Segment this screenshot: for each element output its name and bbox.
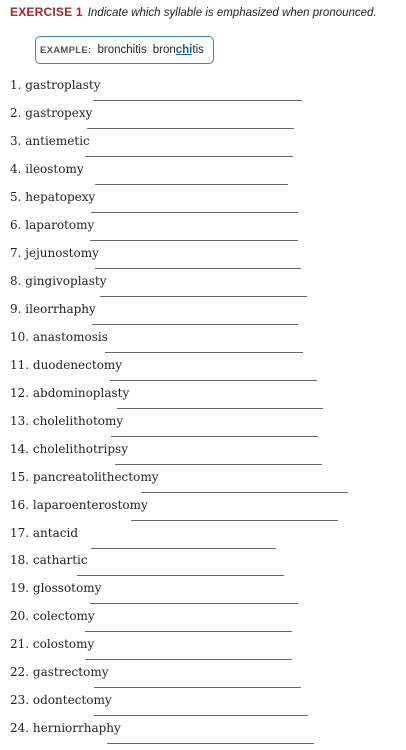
exercise-item: 7. jejunostomy — [10, 245, 99, 260]
exercise-item: 21. colostomy — [10, 637, 95, 652]
example-box — [35, 36, 214, 64]
example-answer — [153, 44, 204, 56]
answer-blank-line[interactable] — [87, 128, 294, 129]
example-label: EXAMPLE: — [40, 44, 92, 56]
exercise-item: 6. laparotomy — [10, 217, 95, 232]
exercise-item: 19. glossotomy — [10, 581, 102, 596]
answer-blank-line[interactable] — [85, 631, 292, 632]
answer-blank-line[interactable] — [141, 492, 348, 493]
exercise-item: 18. cathartic — [10, 553, 88, 568]
answer-blank-line[interactable] — [91, 548, 276, 549]
exercise-item: 1. gastroplasty — [10, 78, 101, 92]
answer-blank-line[interactable] — [94, 687, 301, 688]
example-stressed-syllable: chi — [175, 44, 193, 56]
exercise-item: 24. herniorrhaphy — [10, 721, 121, 736]
exercise-item: 3. antiemetic — [10, 133, 90, 148]
answer-blank-line[interactable] — [93, 100, 302, 101]
example-word: bronchitis — [97, 44, 147, 56]
exercise-item: 14. cholelithotripsy — [10, 441, 128, 456]
exercise-item: 15. pancreatolithectomy — [10, 469, 159, 484]
exercise-item: 22. gastrectomy — [10, 665, 109, 680]
answer-blank-line[interactable] — [91, 212, 298, 213]
answer-blank-line[interactable] — [117, 408, 323, 409]
exercise-item: 4. ileostomy — [10, 161, 84, 176]
answer-blank-line[interactable] — [107, 743, 314, 744]
answer-blank-line[interactable] — [100, 296, 307, 297]
example-answer-post: tis — [192, 44, 204, 56]
answer-blank-line[interactable] — [92, 324, 298, 325]
answer-blank-line[interactable] — [77, 575, 284, 576]
exercise-item: 8. gingivoplasty — [10, 273, 107, 288]
answer-blank-line[interactable] — [95, 268, 301, 269]
exercise-item: 10. anastomosis — [10, 329, 108, 344]
answer-blank-line[interactable] — [94, 715, 308, 716]
exercise-item: 2. gastropexy — [10, 105, 93, 120]
answer-blank-line[interactable] — [95, 184, 288, 185]
exercise-item: 17. antacid — [10, 525, 78, 540]
exercise-instruction: Indicate which syllable is emphasized when pronounced. — [87, 7, 377, 19]
exercise-title: EXERCISE 1 — [10, 5, 83, 19]
answer-blank-line[interactable] — [90, 240, 298, 241]
exercise-item: 11. duodenectomy — [10, 357, 123, 372]
answer-blank-line[interactable] — [110, 380, 317, 381]
answer-blank-line[interactable] — [131, 520, 338, 521]
exercise-item: 9. ileorrhaphy — [10, 301, 96, 316]
exercise-item: 23. odontectomy — [10, 693, 112, 708]
answer-blank-line[interactable] — [85, 659, 292, 660]
exercise-header — [10, 1, 377, 20]
exercise-item: 5. hepatopexy — [10, 189, 96, 204]
answer-blank-line[interactable] — [85, 156, 293, 157]
answer-blank-line[interactable] — [111, 436, 318, 437]
example-answer-pre: bron — [152, 44, 176, 56]
answer-blank-line[interactable] — [105, 352, 303, 353]
answer-blank-line[interactable] — [90, 603, 298, 604]
exercise-item: 13. cholelithotomy — [10, 413, 124, 428]
exercise-item: 20. colectomy — [10, 609, 95, 624]
exercise-item: 16. laparoenterostomy — [10, 497, 148, 512]
answer-blank-line[interactable] — [115, 464, 322, 465]
exercise-item: 12. abdominoplasty — [10, 385, 130, 400]
